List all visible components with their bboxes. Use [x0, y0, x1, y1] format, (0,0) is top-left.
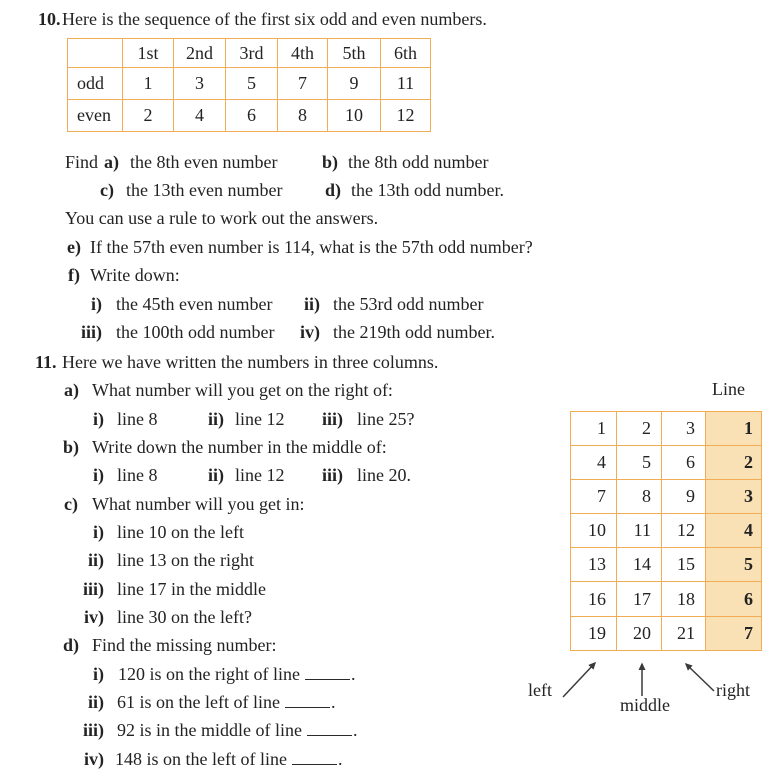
- rule-note-text: You can use a rule to work out the answers.: [65, 208, 379, 228]
- q11-heading: [0, 351, 776, 373]
- q11-d-ii-body: [117, 691, 335, 713]
- line-number-cell: 7: [706, 616, 762, 650]
- line-number-cell: 4: [706, 514, 762, 548]
- q10-a-label: a): [104, 152, 119, 172]
- q10-number: 10.: [38, 9, 61, 29]
- grid-cell: 8: [617, 480, 662, 514]
- q10-c-label: c): [100, 180, 114, 200]
- q11-d-text: Find the missing number:: [92, 635, 277, 655]
- line-number-cell: 6: [706, 582, 762, 616]
- q11-d-i-suffix: .: [350, 664, 356, 684]
- q11-b-label: b): [63, 437, 80, 457]
- q11-d-ii-text: 61 is on the left of line: [117, 692, 280, 712]
- grid-cell: 17: [617, 582, 662, 616]
- q11-d-label: d): [63, 635, 80, 655]
- odd-value: 5: [226, 68, 278, 100]
- even-row: [68, 100, 431, 132]
- answer-blank: [285, 693, 330, 708]
- q10-intro: Here is the sequence of the first six odd and even numbers.: [62, 9, 487, 29]
- left-arrow: [563, 663, 595, 697]
- grid-cell: 6: [662, 446, 706, 480]
- grid-cell: 2: [617, 412, 662, 446]
- figure-right-label: right: [716, 680, 750, 700]
- q11-c-text: What number will you get in:: [92, 494, 305, 514]
- q11-d-iii-body: [117, 719, 357, 741]
- q10-f-i-label: i): [91, 294, 102, 314]
- line-number-cell: 2: [706, 446, 762, 480]
- grid-cell: 9: [662, 480, 706, 514]
- q11-a-iii-text: line 25?: [357, 409, 415, 429]
- q11-c-iv-text: line 30 on the left?: [117, 607, 252, 627]
- col-header: 3rd: [226, 39, 278, 68]
- grid-row: [571, 480, 762, 514]
- q11-d-i-body: [118, 663, 355, 685]
- q11-b-iii-text: line 20.: [357, 465, 411, 485]
- grid-cell: 15: [662, 548, 706, 582]
- q11-c-ii-label: ii): [88, 550, 104, 570]
- q10-f-ii-text: the 53rd odd number: [333, 294, 484, 314]
- q11-d-iv-text: 148 is on the left of line: [115, 749, 287, 769]
- row-label-even: even: [68, 100, 123, 132]
- q10-f-i-text: the 45th even number: [116, 294, 273, 314]
- col-header: 4th: [278, 39, 328, 68]
- q11-b-ii-text: line 12: [235, 465, 285, 485]
- line-number-cell: 5: [706, 548, 762, 582]
- grid-row: [571, 446, 762, 480]
- grid-cell: 21: [662, 616, 706, 650]
- q11-d-iv-suffix: .: [337, 749, 343, 769]
- corner-cell: [68, 39, 123, 68]
- three-columns-table: [570, 411, 762, 651]
- grid-cell: 5: [617, 446, 662, 480]
- right-arrow: [686, 664, 714, 691]
- odd-row: [68, 68, 431, 100]
- q11-a-ii-label: ii): [208, 409, 224, 429]
- q10-b-label: b): [322, 152, 339, 172]
- q11-a-iii-label: iii): [322, 409, 343, 429]
- q11-number: 11.: [35, 352, 57, 372]
- q10-f-iii-label: iii): [81, 322, 102, 342]
- grid-cell: 12: [662, 514, 706, 548]
- q11-c-iii-text: line 17 in the middle: [117, 579, 266, 599]
- q10-c-text: the 13th even number: [126, 180, 283, 200]
- q11-b-i-text: line 8: [117, 465, 158, 485]
- grid-cell: 11: [617, 514, 662, 548]
- odd-value: 9: [328, 68, 381, 100]
- odd-value: 3: [174, 68, 226, 100]
- q11-c-label: c): [64, 494, 78, 514]
- q10-find-line: [0, 151, 776, 173]
- q11-d-i-label: i): [93, 664, 104, 684]
- find-prefix: Find: [65, 152, 99, 172]
- q11-a-ii-text: line 12: [235, 409, 285, 429]
- grid-cell: 18: [662, 582, 706, 616]
- grid-cell: 19: [571, 616, 617, 650]
- q10-e-label: e): [67, 237, 81, 257]
- even-value: 6: [226, 100, 278, 132]
- col-header: 1st: [123, 39, 174, 68]
- grid-cell: 20: [617, 616, 662, 650]
- even-value: 4: [174, 100, 226, 132]
- line-number-cell: 1: [706, 412, 762, 446]
- q11-d-ii-suffix: .: [330, 692, 336, 712]
- odd-even-table: [67, 38, 431, 132]
- even-value: 8: [278, 100, 328, 132]
- even-value: 12: [381, 100, 431, 132]
- grid-cell: 1: [571, 412, 617, 446]
- grid-cell: 13: [571, 548, 617, 582]
- q10-d-text: the 13th odd number.: [351, 180, 504, 200]
- q10-a-text: the 8th even number: [130, 152, 278, 172]
- odd-value: 1: [123, 68, 174, 100]
- q11-a-line: [0, 379, 776, 401]
- grid-cell: 7: [571, 480, 617, 514]
- q10-f-items-row2: [0, 321, 776, 343]
- q10-f-iii-text: the 100th odd number: [116, 322, 275, 342]
- row-label-odd: odd: [68, 68, 123, 100]
- q11-c-i-label: i): [93, 522, 104, 542]
- col-header: 6th: [381, 39, 431, 68]
- q11-b-iii-label: iii): [322, 465, 343, 485]
- even-value: 10: [328, 100, 381, 132]
- grid-cell: 4: [571, 446, 617, 480]
- q11-b-text: Write down the number in the middle of:: [92, 437, 387, 457]
- q10-f-items-row1: [0, 293, 776, 315]
- q11-a-i-text: line 8: [117, 409, 158, 429]
- answer-blank: [307, 721, 352, 736]
- grid-cell: 10: [571, 514, 617, 548]
- q11-d-iv-body: [115, 748, 342, 770]
- line-number-cell: 3: [706, 480, 762, 514]
- grid-cell: 3: [662, 412, 706, 446]
- q11-d-i-text: 120 is on the right of line: [118, 664, 300, 684]
- q10-f-iv-text: the 219th odd number.: [333, 322, 495, 342]
- figure-left-label: left: [528, 680, 552, 700]
- q11-intro: Here we have written the numbers in three columns.: [62, 352, 439, 372]
- q11-d-iv-label: iv): [84, 749, 104, 769]
- q11-a-text: What number will you get on the right of:: [92, 380, 393, 400]
- q11-d-iii-suffix: .: [352, 720, 358, 740]
- grid-row: [571, 616, 762, 650]
- q11-a-i-label: i): [93, 409, 104, 429]
- q11-d-iii-label: iii): [83, 720, 104, 740]
- q10-heading: [0, 8, 776, 30]
- col-header: 2nd: [174, 39, 226, 68]
- q10-d-label: d): [325, 180, 342, 200]
- q10-e-line: [0, 236, 776, 258]
- col-header: 5th: [328, 39, 381, 68]
- q11-b-ii-label: ii): [208, 465, 224, 485]
- answer-blank: [305, 665, 350, 680]
- q10-e-text: If the 57th even number is 114, what is the 57th odd number?: [90, 237, 533, 257]
- q11-a-label: a): [64, 380, 79, 400]
- q10-b-text: the 8th odd number: [348, 152, 489, 172]
- q10-f-text: Write down:: [90, 265, 180, 285]
- answer-blank: [292, 750, 337, 765]
- q11-d-item-iv: [0, 748, 776, 770]
- q10-f-label: f): [68, 265, 80, 285]
- q11-c-iv-label: iv): [84, 607, 104, 627]
- grid-cell: 16: [571, 582, 617, 616]
- q11-c-ii-text: line 13 on the right: [117, 550, 254, 570]
- q11-d-iii-text: 92 is in the middle of line: [117, 720, 302, 740]
- grid-row: [571, 548, 762, 582]
- q10-f-line: [0, 264, 776, 286]
- q10-rule-note: [0, 207, 776, 229]
- q11-c-iii-label: iii): [83, 579, 104, 599]
- even-value: 2: [123, 100, 174, 132]
- odd-value: 11: [381, 68, 431, 100]
- q11-c-i-text: line 10 on the left: [117, 522, 244, 542]
- table-header-row: [68, 39, 431, 68]
- q11-b-i-label: i): [93, 465, 104, 485]
- grid-row: [571, 582, 762, 616]
- figure-line-header: Line: [712, 379, 745, 399]
- q10-cd-line: [0, 179, 776, 201]
- odd-value: 7: [278, 68, 328, 100]
- figure-middle-label: middle: [620, 695, 670, 715]
- q10-f-iv-label: iv): [300, 322, 320, 342]
- q11-d-ii-label: ii): [88, 692, 104, 712]
- grid-row: [571, 514, 762, 548]
- q10-f-ii-label: ii): [304, 294, 320, 314]
- grid-cell: 14: [617, 548, 662, 582]
- grid-row: [571, 412, 762, 446]
